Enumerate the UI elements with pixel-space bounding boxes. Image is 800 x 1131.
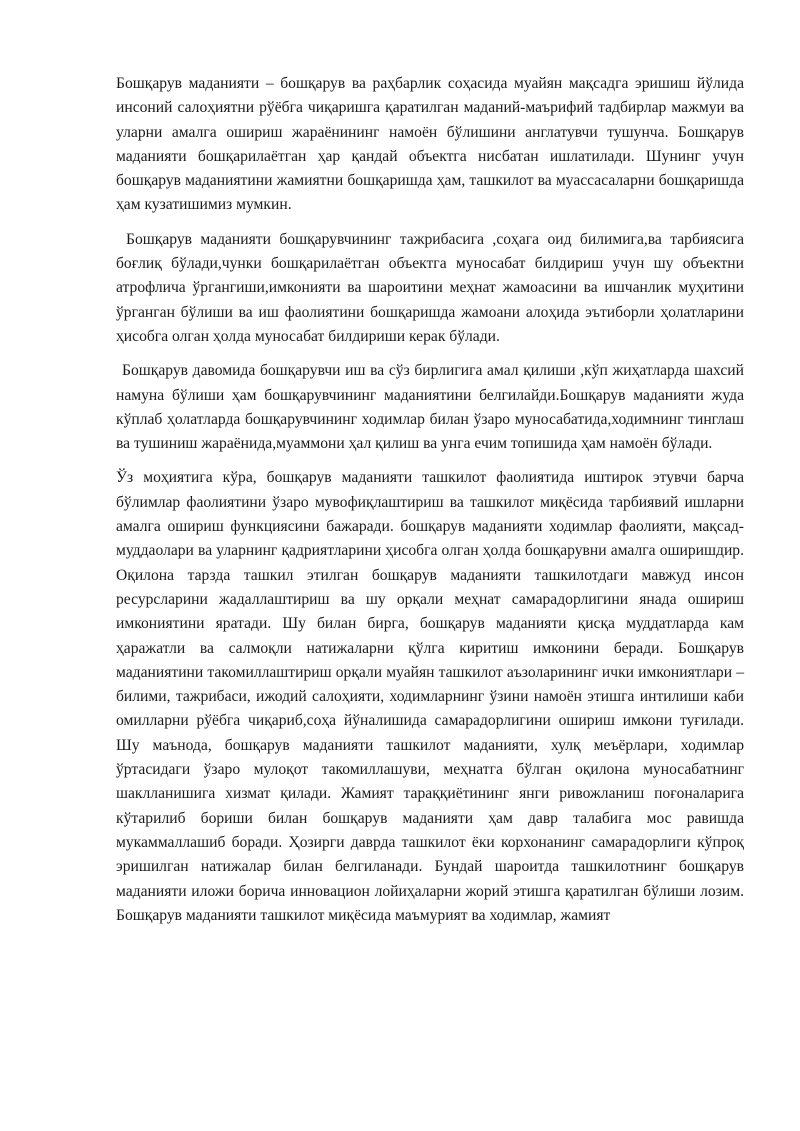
paragraph-2: Бошқарув маданияти бошқарувчининг тажрибасига ,соҳага оид билимига,ва тарбиясига боғлиқ бўлади,чунки бошқарилаётган объектга муносабат билдириш учун шу объектни атрофлича ўргангиши,имконияти ва шароитини меҳнат жамоасини ва ишчанлик муҳитини ўрганган бўлиши ва иш фаолиятини бошқаришда жамоани алоҳида эътиборли ҳолатларини ҳисобга олган ҳолда муносабат билдириши керак бўлади.: [116, 230, 744, 345]
body-text: [116, 72, 744, 928]
paragraph-3: Бошқарув давомида бошқарувчи иш ва сўз бирлигига амал қилиши ,кўп жиҳатларда шахсий намуна бўлиши ҳам бошқарувчининг маданиятини белгилайди.Бошқарув маданияти жуда кўплаб ҳолатларда бошқарувчининг ходимлар билан ўзаро муносабатида,ходимнинг тинглаш ва тушиниш жараёнида,муаммони ҳал қилиш ва унга ечим топишида ҳам намоён бўлади.: [116, 362, 744, 453]
paragraph-1: Бошқарув маданияти – бошқарув ва раҳбарлик соҳасида муайян мақсадга эришиш йўлида инсоний салоҳиятни рўёбга чиқаришга қаратилган маданий-маърифий тадбирлар мажмуи ва уларни амалга ошириш жараёнининг намоён бўлишини англатувчи тушунча. Бошқарув маданияти бошқарилаётган ҳар қандай объектга нисбатан ишлатилади. Шунинг учун бошқарув маданиятини жамиятни бошқаришда ҳам, ташкилот ва муассасаларни бошқаришда ҳам кузатишимиз мумкин.: [116, 75, 744, 214]
paragraph-4: Ўз моҳиятига кўра, бошқарув маданияти ташкилот фаолиятида иштирок этувчи барча бўлимлар фаолиятини ўзаро мувофиқлаштириш ва ташкилот миқёсида тарбиявий ишларни амалга ошириш функциясини бажаради. бошқарув маданияти ходимлар фаолияти, мақсад-муддаолари ва уларнинг қадриятларини ҳисобга олган ҳолда бошқарувни амалга оширишдир. Оқилона тарзда ташкил этилган бошқарув маданияти ташкилотдаги мавжуд инсон ресурсларини жадаллаштириш ва шу орқали меҳнат самарадорлигини янада ошириш имкониятини яратади. Шу билан бирга, бошқарув маданияти қисқа муддатларда кам ҳаражатли ва салмоқли натижаларни қўлга киритиш имконини беради. Бошқарув маданиятини такомиллаштириш орқали муайян ташкилот аъзоларининг ички имкониятлари – билими, тажрибаси, ижодий салоҳияти, ходимларнинг ўзини намоён этишга интилиши каби омилларни рўёбга чиқариб,соҳа йўналишида самарадорлигини ошириш имкони туғилади. Шу маънода, бошқарув маданияти ташкилот маданияти, хулқ меъёрлари, ходимлар ўртасидаги ўзаро мулоқот такомиллашуви, меҳнатга бўлган оқилона муносабатнинг шаклланишига хизмат қилади. Жамият тараққиётининг янги ривожланиш поғоналарига кўтарилиб бориши билан бошқарув маданияти ҳам давр талабига мос равишда мукаммаллашиб боради. Ҳозирги даврда ташкилот ёки корхонанинг самарадорлиги кўпроқ эришилган натижалар билан белгиланади. Бундай шароитда ташкилотнинг бошқарув маданияти иложи борича инновацион лойиҳаларни жорий этишга қаратилган бўлиши лозим. Бошқарув маданияти ташкилот миқёсида маъмурият ва ходимлар, жамият: [116, 469, 744, 924]
